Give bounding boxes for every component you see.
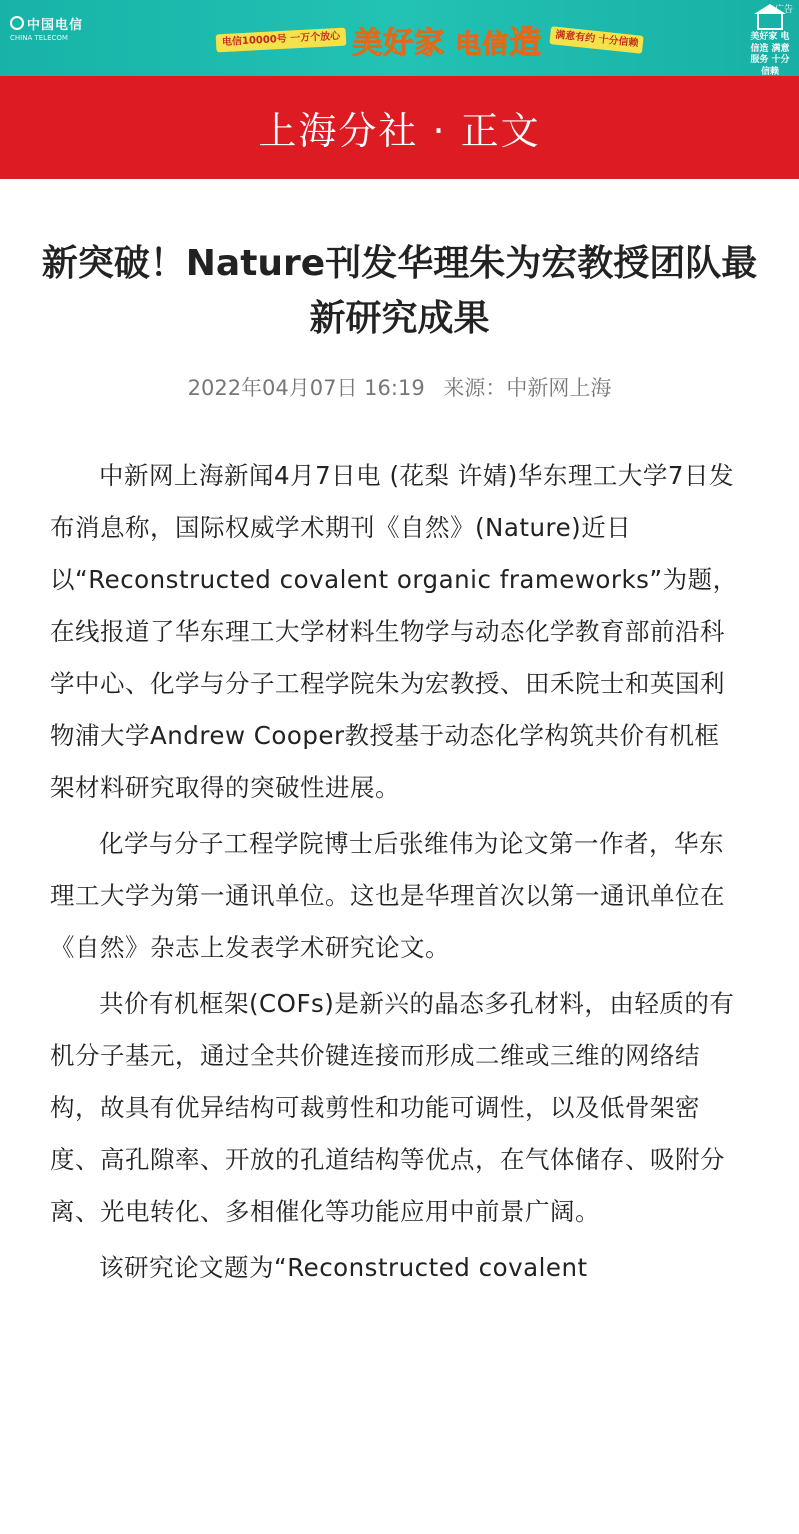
article-meta bbox=[0, 370, 799, 406]
ad-tag: 广告 bbox=[774, 5, 793, 15]
article-date: 2022年04月07日 16:19 bbox=[187, 376, 425, 400]
article-source: 来源：中新网上海 bbox=[443, 376, 612, 400]
house-icon bbox=[757, 14, 783, 30]
article-paragraph: 共价有机框架(COFs)是新兴的晶态多孔材料，由轻质的有机分子基元，通过全共价键连接而形成二维或三维的网络结构，故具有优异结构可裁剪性和功能可调性，以及低骨架密度、高孔隙率、开放的孔道结构等优点，在气体储存、吸附分离、光电转化、多相催化等功能应用中前景广阔。 bbox=[50, 989, 735, 1226]
article-paragraph: 化学与分子工程学院博士后张维伟为论文第一作者，华东理工大学为第一通讯单位。这也是华理首次以第一通讯单位在《自然》杂志上发表学术研究论文。 bbox=[50, 829, 725, 962]
ad-banner[interactable] bbox=[0, 0, 799, 76]
telecom-logo-icon bbox=[10, 16, 24, 30]
channel-header bbox=[0, 76, 799, 179]
ad-plan: 电信10000号 一万个放心 bbox=[216, 28, 347, 53]
article-body bbox=[50, 450, 744, 1298]
ad-slogan-1: 美好家 bbox=[352, 26, 446, 61]
ad-slogan-2: 电信造 bbox=[455, 23, 543, 61]
ad-brand: 中国电信 bbox=[27, 18, 84, 33]
ad-badge: 满意有约 十分信赖 bbox=[550, 26, 645, 54]
article-title: 新突破！Nature刊发华理朱为宏教授团队最新研究成果 bbox=[41, 243, 758, 340]
ad-right-block bbox=[747, 14, 793, 76]
article-paragraph: 该研究论文题为“Reconstructed covalent bbox=[99, 1253, 588, 1282]
article-paragraph: 中新网上海新闻4月7日电 (花梨 许婧)华东理工大学7日发布消息称，国际权威学术期刊《自然》(Nature)近日以“Reconstructed covalent organic frameworks”为题，在线报道了华东理工大学材料生物学与动态化学教育部前沿科学中心、化学与分子工程学院朱为宏教授、田禾院士和英国利物浦大学Andrew Cooper教授基于动态化学构筑共价有机框架材料研究取得的突破性进展。 bbox=[50, 461, 738, 802]
ad-center bbox=[216, 12, 644, 68]
ad-right-text: 美好家 电信造 满意服务 十分信赖 bbox=[750, 32, 790, 76]
channel-title: 上海分社 · 正文 bbox=[258, 109, 541, 153]
telecom-logo bbox=[10, 14, 83, 42]
ad-brand-en: CHINA TELECOM bbox=[10, 34, 68, 42]
